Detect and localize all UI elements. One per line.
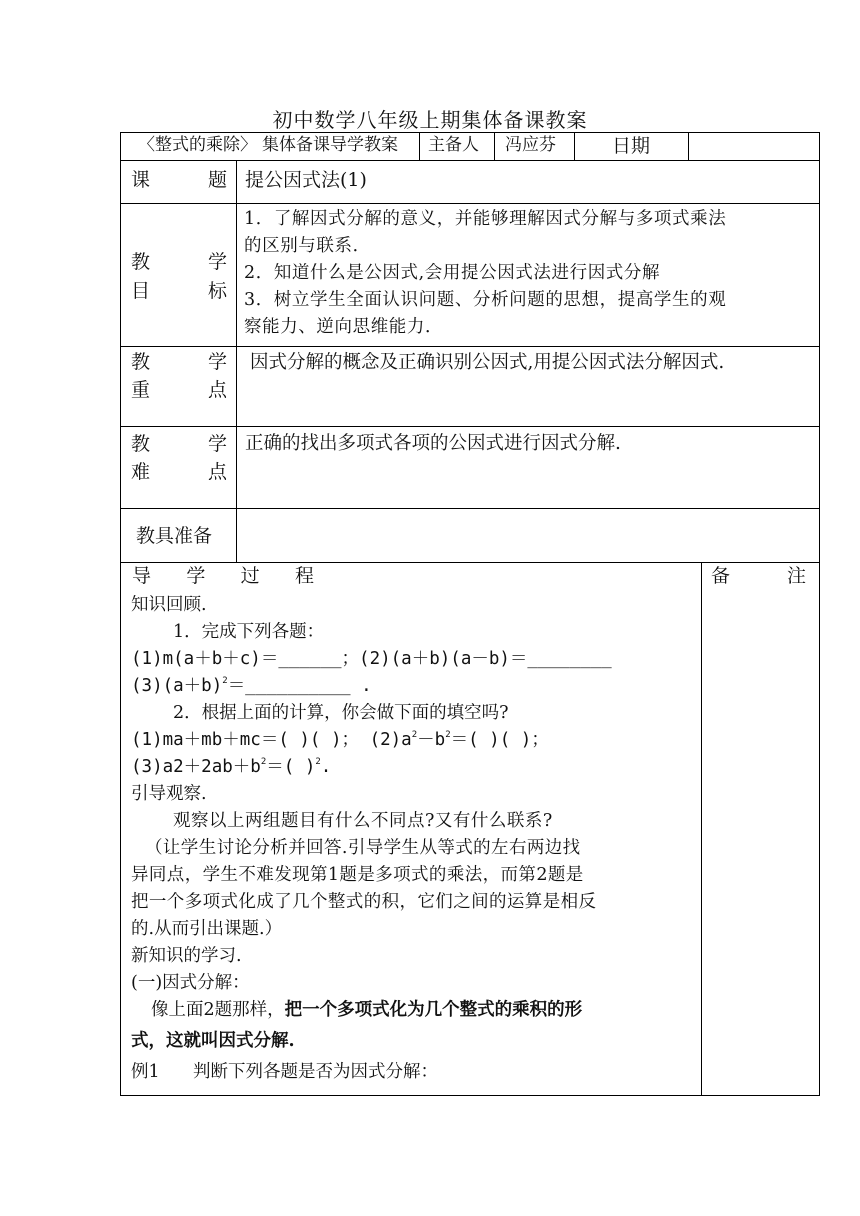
question-1-line2: $(3)(a+b)^2=\_\_\_\_\_\_\_\_\_\_$ .: [131, 676, 372, 696]
question-2: 2．根据上面的计算，你会做下面的填空吗?: [173, 703, 509, 723]
preparer-label: 主备人: [428, 135, 479, 155]
definition-line1: 像上面2题那样，把一个多项式化为几个整式的乘积的形: [151, 1000, 583, 1020]
question-2-line1: (1)ma＋mb＋mc＝( )( )； $(2)a^2-b^2=$( )( )；: [131, 730, 549, 750]
goals-label-line2: 目 标: [131, 280, 227, 302]
notes-column: [704, 595, 816, 1091]
question-1: 1．完成下列各题：: [173, 622, 325, 642]
document-title: 初中数学八年级上期集体备课教案: [272, 108, 588, 132]
question-2-line2: $(3)a2+2ab+b^2=$( )$^2$.: [131, 757, 332, 777]
lesson-type: 集体备课导学教案: [262, 135, 398, 155]
goals-label-line1: 教 学: [131, 251, 227, 273]
discussion-line: 异同点，学生不难发现第1题是多项式的乘法，而第2题是: [131, 865, 584, 885]
difficulty-text: 正确的找出多项式各项的公因式进行因式分解.: [245, 433, 621, 454]
example-1: 例1 判断下列各题是否为因式分解：: [131, 1062, 439, 1082]
discussion-line: （让学生讨论分析并回答.引导学生从等式的左右两边找: [145, 838, 581, 858]
guide-heading: 引导观察.: [131, 784, 207, 804]
chapter-label: 〈整式的乘除〉: [138, 135, 257, 155]
date-label: 日期: [612, 135, 651, 157]
key-points-text: 因式分解的概念及正确识别公因式,用提公因式法分解因式.: [250, 352, 725, 373]
difficulty-label-line1: 教 学: [131, 433, 227, 455]
topic-label: 课 题: [131, 169, 227, 191]
question-1-line1: (1)m(a＋b＋c)＝______；(2)(a＋b)(a－b)＝________: [131, 649, 612, 669]
key-label-line1: 教 学: [131, 351, 227, 373]
discussion-line: 的.从而引出课题.）: [131, 919, 283, 939]
key-label-line2: 重 点: [131, 379, 227, 401]
new-knowledge-heading: 新知识的学习.: [131, 946, 242, 966]
definition-line2: 式，这就叫因式分解.: [131, 1031, 295, 1051]
tools-label: 教具准备: [136, 525, 213, 547]
topic-value: 提公因式法(1): [245, 169, 367, 191]
process-heading: 导 学 过 程: [132, 565, 314, 587]
review-heading: 知识回顾.: [131, 595, 207, 615]
preparer-name: 冯应芬: [505, 135, 556, 155]
discussion-line: 把一个多项式化成了几个整式的积，它们之间的运算是相反: [131, 892, 597, 912]
notes-heading: 备 注: [711, 565, 806, 587]
guide-question: 观察以上两组题目有什么不同点?又有什么联系?: [173, 811, 553, 831]
goals-text: 1．了解因式分解的意义，并能够理解因式分解与多项式乘法 的区别与联系． 2．知道什么是公因式,会用提公因式法进行因式分解 3．树立学生全面认识问题、分析问题的思想，提高学生的观 察能力、逆向思维能力．: [244, 209, 727, 337]
section-factorization: (一)因式分解：: [131, 973, 250, 993]
process-body: [131, 592, 699, 1086]
difficulty-label-line2: 难 点: [131, 461, 227, 483]
date-value[interactable]: [692, 135, 814, 155]
